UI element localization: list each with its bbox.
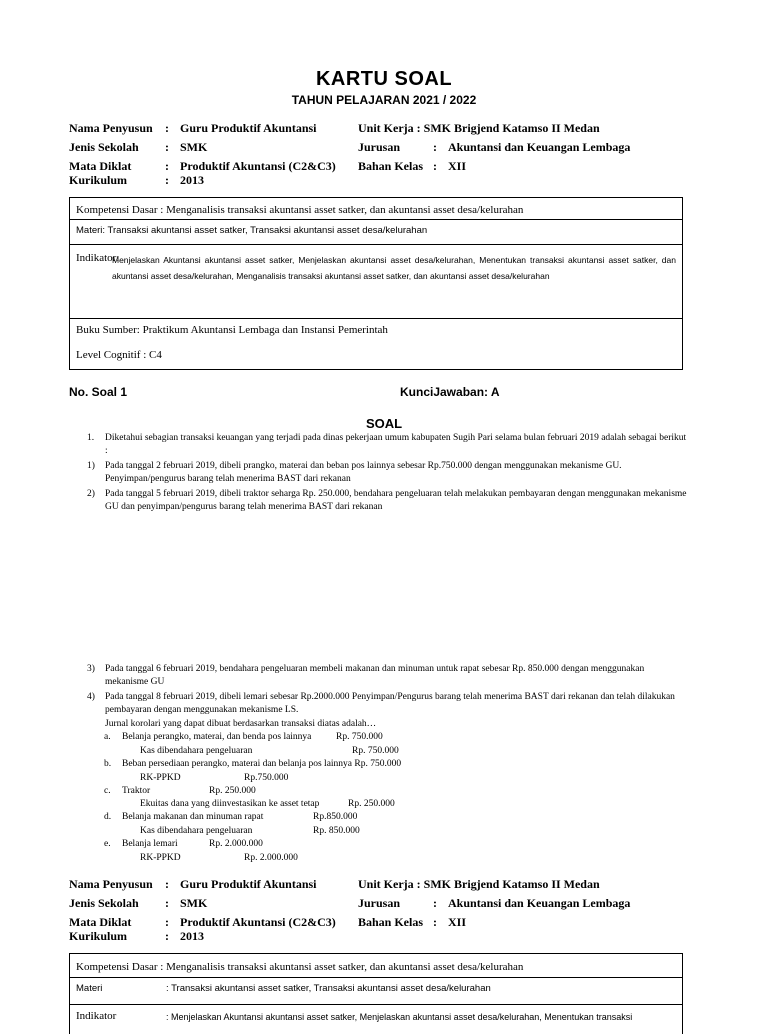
question-item — [87, 488, 689, 513]
option-d-credit: Kas dibendahara pengeluaran — [140, 826, 253, 836]
jenis-sekolah-value: SMK — [180, 896, 208, 910]
jurusan-value: Akuntansi dan Keuangan Lembaga — [448, 140, 631, 154]
no-soal: No. Soal 1 — [69, 385, 128, 399]
question-text: Diketahui sebagian transaksi keuangan yang terjadi pada dinas pekerjaan umum kabupaten Sugih Pari selama bulan februari 2019 adalah sebagai berikut : — [105, 433, 687, 456]
option-letter-a: a. — [104, 732, 111, 742]
question-number: 3) — [87, 664, 95, 674]
bahan-kelas-value: XII — [448, 159, 467, 173]
option-e-credit: RK-PPKD — [140, 853, 181, 863]
option-a-debit: Belanja perangko, materai, dan benda pos lainnya — [122, 732, 312, 742]
colon: : — [165, 121, 169, 135]
jenis-sekolah-value: SMK — [180, 140, 208, 154]
question-number: 2) — [87, 489, 95, 499]
kunci-jawaban: KunciJawaban: A — [400, 385, 500, 399]
kompetensi-box — [69, 197, 683, 370]
option-c-debit: Traktor — [122, 786, 151, 796]
divider — [70, 318, 682, 319]
unit-kerja: Unit Kerja : SMK Brigjend Katamso II Medan — [358, 877, 600, 891]
colon: : — [165, 896, 169, 910]
indikator-label: Indikator: — [76, 252, 120, 264]
divider — [70, 219, 682, 220]
unit-kerja: Unit Kerja : SMK Brigjend Katamso II Medan — [358, 121, 600, 135]
colon: : — [433, 140, 437, 154]
indikator-label: Indikator — [76, 1010, 117, 1022]
colon: : — [433, 159, 437, 173]
question-text: Pada tanggal 5 februari 2019, dibeli traktor seharga Rp. 250.000, bendahara pengeluaran telah melakukan pembayaran dengan menggunakan mekanisme GU dan penyimpan/pengurus barang telah menerima BAST dari rekanan — [105, 489, 687, 512]
option-e-credit-amount: Rp. 2.000.000 — [244, 853, 298, 863]
kompetensi-box-2 — [69, 953, 683, 1034]
question-text: Pada tanggal 6 februari 2019, bendahara pengeluaran membeli makanan dan minuman untuk rapat sebesar Rp. 850.000 dengan menggunakan mekanisme GU — [105, 664, 645, 687]
divider — [70, 1004, 682, 1005]
page-subtitle: TAHUN PELAJARAN 2021 / 2022 — [291, 93, 477, 107]
colon: : — [165, 173, 169, 187]
option-d-debit-amount: Rp.850.000 — [313, 812, 358, 822]
bahan-kelas-label: Bahan Kelas — [358, 915, 424, 929]
question-number: 1. — [87, 433, 95, 443]
option-a-debit-amount: Rp. 750.000 — [336, 732, 383, 742]
materi: Materi: Transaksi akuntansi asset satker, Transaksi akuntansi asset desa/kelurahan — [76, 225, 428, 236]
question-text: Pada tanggal 8 februari 2019, dibeli lemari sebesar Rp.2000.000 Penyimpan/Pengurus barang telah menerima BAST dari rekanan dan telah dilakukan pembayaran dengan menggunakan mekanisme LS. — [105, 692, 675, 715]
option-letter-b: b. — [104, 759, 112, 769]
kurikulum-label: Kurikulum — [69, 929, 128, 943]
indikator-text — [112, 252, 676, 284]
buku-sumber: Buku Sumber: Praktikum Akuntansi Lembaga dan Instansi Pemerintah — [76, 324, 388, 336]
option-d-credit-amount: Rp. 850.000 — [313, 826, 360, 836]
option-c-credit: Ekuitas dana yang diinvestasikan ke asset tetap — [140, 799, 320, 809]
kurikulum-label: Kurikulum — [69, 173, 128, 187]
divider — [70, 244, 682, 245]
level-kognitif: Level Cognitif : C4 — [76, 349, 162, 361]
kompetensi-dasar: Kompetensi Dasar : Menganalisis transaksi akuntansi asset satker, dan akuntansi asset desa/kelurahan — [76, 961, 524, 973]
bahan-kelas-value: XII — [448, 915, 467, 929]
jurusan-value: Akuntansi dan Keuangan Lembaga — [448, 896, 631, 910]
option-d-debit: Belanja makanan dan minuman rapat — [122, 812, 264, 822]
mata-diklat-label: Mata Diklat — [69, 159, 132, 173]
colon: : — [433, 915, 437, 929]
option-c-debit-amount: Rp. 250.000 — [209, 786, 256, 796]
jenis-sekolah-label: Jenis Sekolah — [69, 140, 139, 154]
materi-value: : Transaksi akuntansi asset satker, Transaksi akuntansi asset desa/kelurahan — [166, 983, 491, 994]
divider — [70, 977, 682, 978]
mata-diklat-value: Produktif Akuntansi (C2&C3) — [180, 159, 336, 173]
indikator-value: : Menjelaskan Akuntansi akuntansi asset satker, Menjelaskan akuntansi asset desa/kelurahan, Menentukan transaksi — [166, 1012, 633, 1022]
option-b-debit: Beban persediaan perangko, materai dan belanja pos lainnya Rp. 750.000 — [122, 759, 402, 769]
colon: : — [165, 159, 169, 173]
nama-penyusun-label: Nama Penyusun — [69, 121, 153, 135]
colon: : — [433, 896, 437, 910]
bahan-kelas-label: Bahan Kelas — [358, 159, 424, 173]
jurnal-prompt: Jurnal korolari yang dapat dibuat berdasarkan transaksi diatas adalah… — [105, 719, 377, 729]
question-item — [87, 663, 689, 688]
option-e-debit: Belanja lemari — [122, 839, 178, 849]
colon: : — [165, 915, 169, 929]
jurusan-label: Jurusan — [358, 140, 401, 154]
question-text: Pada tanggal 2 februari 2019, dibeli prangko, materai dan beban pos lainnya sebesar Rp.750.000 dengan menggunakan mekanisme GU. Penyimpan/pengurus barang telah menerima BAST dari rekanan — [105, 461, 622, 484]
jurusan-label: Jurusan — [358, 896, 401, 910]
kurikulum-value: 2013 — [180, 173, 204, 187]
option-letter-d: d. — [104, 812, 112, 822]
option-e-debit-amount: Rp. 2.000.000 — [209, 839, 263, 849]
colon: : — [165, 140, 169, 154]
nama-penyusun-value: Guru Produktif Akuntansi — [180, 121, 317, 135]
soal-heading: SOAL — [365, 416, 403, 431]
question-number: 1) — [87, 461, 95, 471]
question-item — [87, 691, 689, 716]
kurikulum-value: 2013 — [180, 929, 204, 943]
question-item — [87, 432, 689, 457]
materi-label: Materi — [76, 983, 103, 994]
mata-diklat-label: Mata Diklat — [69, 915, 132, 929]
option-b-credit: RK-PPKD — [140, 773, 181, 783]
mata-diklat-value: Produktif Akuntansi (C2&C3) — [180, 915, 336, 929]
jenis-sekolah-label: Jenis Sekolah — [69, 896, 139, 910]
option-letter-e: e. — [104, 839, 111, 849]
nama-penyusun-label: Nama Penyusun — [69, 877, 153, 891]
kompetensi-dasar: Kompetensi Dasar : Menganalisis transaksi akuntansi asset satker, dan akuntansi asset desa/kelurahan — [76, 204, 524, 216]
option-c-credit-amount: Rp. 250.000 — [348, 799, 395, 809]
option-letter-c: c. — [104, 786, 111, 796]
page-title: KARTU SOAL — [315, 68, 453, 90]
nama-penyusun-value: Guru Produktif Akuntansi — [180, 877, 317, 891]
colon: : — [165, 877, 169, 891]
option-b-credit-amount: Rp.750.000 — [244, 773, 289, 783]
question-item — [87, 460, 689, 485]
option-a-credit: Kas dibendahara pengeluaran — [140, 746, 253, 756]
option-a-credit-amount: Rp. 750.000 — [352, 746, 399, 756]
colon: : — [165, 929, 169, 943]
indikator-text-content: Menjelaskan Akuntansi akuntansi asset satker, Menjelaskan akuntansi asset desa/kelurahan, Menentukan transaksi akuntansi asset satker, dan akuntansi asset desa/kelurahan, Menganalisis transaksi akuntansi asset satker, dan akuntansi asset desa/kelurahan — [112, 255, 676, 281]
question-number: 4) — [87, 692, 95, 702]
